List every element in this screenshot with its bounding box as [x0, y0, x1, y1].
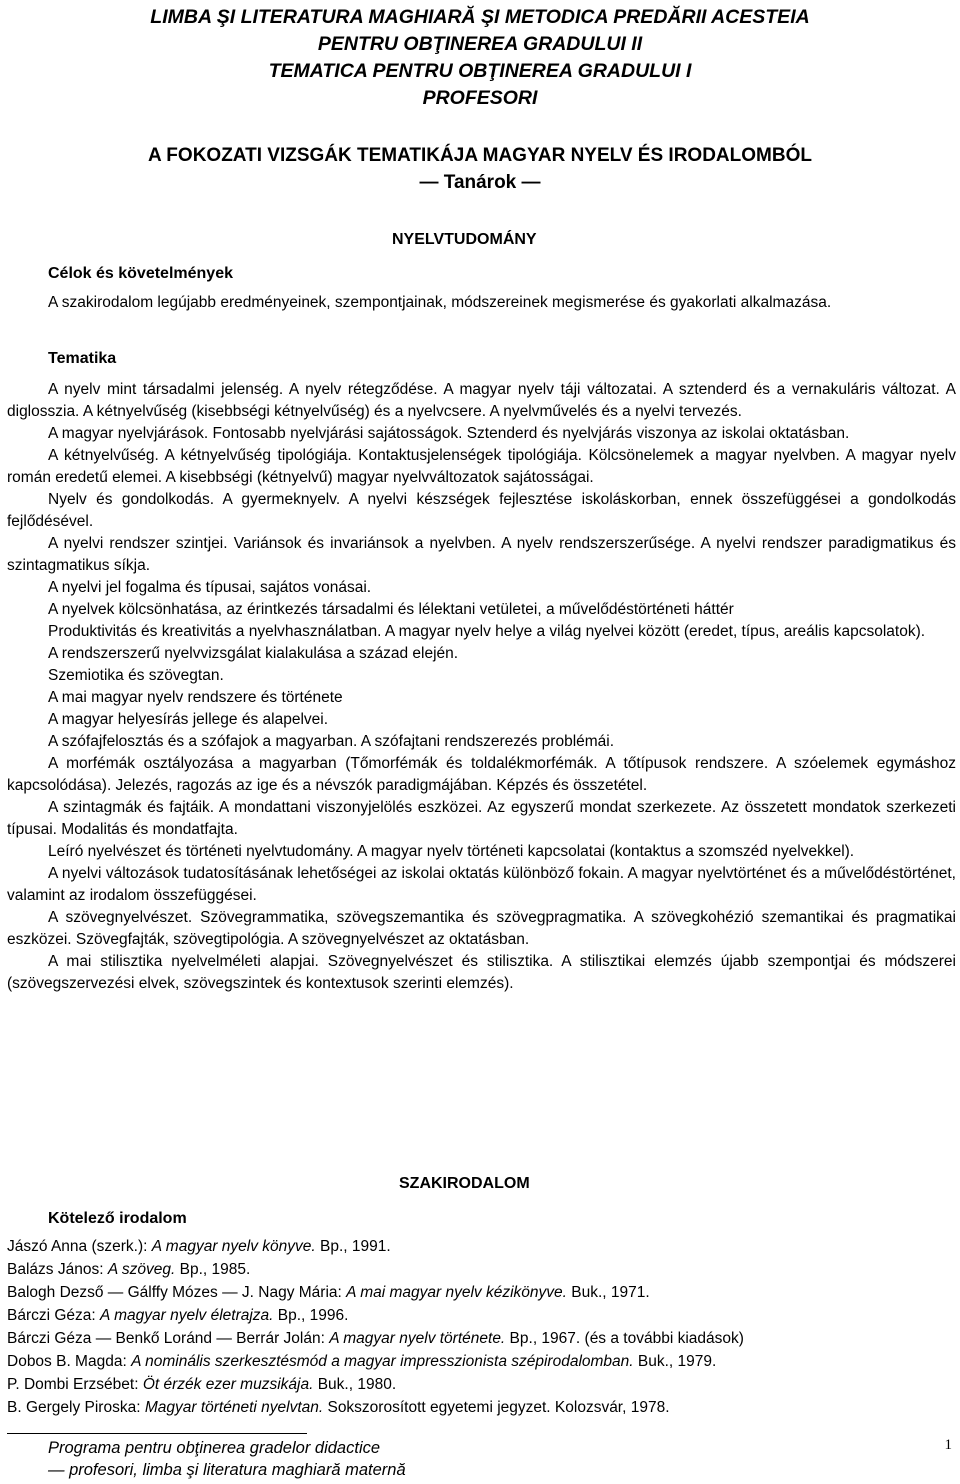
entry-author: Bárczi Géza: — [7, 1307, 101, 1324]
subtitle-line-2: — Tanárok — — [419, 172, 541, 193]
entry-publication: Sokszorosított egyetemi jegyzet. Kolozsvár, 1978. — [323, 1399, 670, 1416]
entry-author: Balogh Dezső — Gálffy Mózes — J. Nagy Mária: — [7, 1284, 347, 1301]
document-footer — [48, 1437, 406, 1481]
entry-author: Bárczi Géza — Benkő Loránd — Berrár Jolán: — [7, 1330, 330, 1347]
bibliography-list — [7, 1235, 956, 1419]
topic-paragraph: A mai stilisztika nyelvelméleti alapjai. Szövegnyelvészet és stilisztika. A stilisztikai elemzés újabb szempontjai és módszerei (szövegszervezési elvek, szövegszintek és kontextusok szerinti elemzés). — [7, 953, 956, 992]
topic-paragraph: A nyelvi változások tudatosításának lehetőségei az iskolai oktatás különböző fokain. A magyar nyelvtörténet és a művelődéstörténet, valamint az irodalom összefüggései. — [7, 865, 956, 904]
entry-title: A magyar nyelv története. — [329, 1330, 506, 1347]
goals-heading: Célok és követelmények — [48, 265, 233, 282]
topic-paragraph: Leíró nyelvészet és történeti nyelvtudomány. A magyar nyelv történeti kapcsolatai (kontaktus a szomszéd nyelvekkel). — [48, 843, 855, 860]
entry-publication: Buk., 1971. — [566, 1284, 650, 1301]
bibliography-entry — [7, 1373, 956, 1396]
bibliography-entry — [7, 1304, 956, 1327]
subtitle-line-1: A FOKOZATI VIZSGÁK TEMATIKÁJA MAGYAR NYELV ÉS IRODALOMBÓL — [148, 145, 812, 166]
entry-title: Öt érzék ezer muzsikája. — [142, 1376, 314, 1393]
goals-block — [7, 292, 956, 314]
entry-author: Dobos B. Magda: — [7, 1353, 132, 1370]
document-header — [0, 4, 960, 112]
bibliography-entry — [7, 1327, 956, 1350]
topic-paragraph: A szövegnyelvészet. Szövegrammatika, szövegszemantika és szövegpragmatika. A szövegkohézió szemantikai és pragmatikai eszközei. Szövegfajták, szövegtipológia. A szövegnyelvészet az oktatásban. — [7, 909, 956, 948]
header-line-2: PENTRU OBŢINEREA GRADULUI II — [317, 33, 643, 55]
entry-title: A magyar nyelv könyve. — [151, 1238, 316, 1255]
entry-title: A nominális szerkesztésmód a magyar impresszionista szépirodalomban. — [131, 1353, 634, 1370]
entry-publication: Bp., 1991. — [315, 1238, 391, 1255]
required-reading-heading: Kötelező irodalom — [48, 1210, 187, 1227]
topics-list — [7, 379, 956, 995]
footer-line-2: — profesori, limba şi literatura maghiară maternă — [48, 1461, 406, 1479]
topic-paragraph: A nyelvi jel fogalma és típusai, sajátos vonásai. — [48, 579, 372, 596]
entry-title: Magyar történeti nyelvtan. — [144, 1399, 324, 1416]
topic-paragraph: A magyar nyelvjárások. Fontosabb nyelvjárási sajátosságok. Sztenderd és nyelvjárás viszonya az iskolai oktatásban. — [48, 425, 850, 442]
topic-paragraph: A mai magyar nyelv rendszere és története — [48, 689, 343, 706]
bibliography-title: SZAKIRODALOM — [399, 1175, 530, 1192]
goals-text: A szakirodalom legújabb eredményeinek, szempontjainak, módszereinek megismerése és gyakorlati alkalmazása. — [48, 294, 832, 311]
entry-title: A mai magyar nyelv kézikönyve. — [346, 1284, 567, 1301]
topic-paragraph: Szemiotika és szövegtan. — [48, 667, 224, 684]
header-line-3: TEMATICA PENTRU OBŢINEREA GRADULUI I — [268, 60, 692, 82]
bibliography-entry — [7, 1281, 956, 1304]
entry-title: A magyar nyelv életrajza. — [100, 1307, 274, 1324]
entry-publication: Buk., 1980. — [313, 1376, 397, 1393]
entry-author: Balázs János: — [7, 1261, 108, 1278]
footer-divider — [7, 1433, 307, 1434]
bibliography-entry — [7, 1235, 956, 1258]
topic-paragraph: A kétnyelvűség. A kétnyelvűség tipológiája. Kontaktusjelenségek tipológiája. Kölcsönelemek a magyar nyelvben. A magyar nyelv román eredetű elemei. A kisebbségi (kétnyelvű) magyar nyelvváltozatok sajátosságai. — [7, 447, 956, 486]
bibliography-entry — [7, 1350, 956, 1373]
bibliography-entry — [7, 1396, 956, 1419]
topic-paragraph: A morfémák osztályozása a magyarban (Tőmorfémák és toldalékmorfémák. A tőtípusok rendszere. A szóelemek egymáshoz kapcsolódása). Jelezés, ragozás az ige és a névszók paradigmájában. Képzés és összetétel. — [7, 755, 956, 794]
footer-line-1: Programa pentru obţinerea gradelor didactice — [48, 1439, 381, 1457]
entry-publication: Buk., 1979. — [633, 1353, 717, 1370]
topic-paragraph: A szófajfelosztás és a szófajok a magyarban. A szófajtani rendszerezés problémái. — [48, 733, 615, 750]
topic-paragraph: Nyelv és gondolkodás. A gyermeknyelv. A nyelvi készségek fejlesztése iskoláskorban, ennek összefüggései a gondolkodás fejlődésével. — [7, 491, 956, 530]
header-line-4: PROFESORI — [422, 87, 538, 109]
page-number: 1 — [944, 1437, 952, 1453]
entry-publication: Bp., 1996. — [273, 1307, 349, 1324]
topic-paragraph: A szintagmák és fajtáik. A mondattani viszonyjelölés eszközei. Az egyszerű mondat szerkezete. Az összetett mondatok szerkezeti típusai. Modalitás és mondatfajta. — [7, 799, 956, 838]
entry-author: B. Gergely Piroska: — [7, 1399, 145, 1416]
topic-paragraph: A nyelv mint társadalmi jelenség. A nyelv rétegződése. A magyar nyelv táji változatai. A sztenderd és a vernakuláris változat. A diglosszia. A kétnyelvűség (kisebbségi kétnyelvűség) és a nyelvcsere. A nyelvművelés és a nyelvi tervezés. — [7, 381, 956, 420]
bibliography-entry — [7, 1258, 956, 1281]
entry-publication: Bp., 1967. (és a további kiadások) — [505, 1330, 744, 1347]
entry-author: P. Dombi Erzsébet: — [7, 1376, 143, 1393]
section-title: NYELVTUDOMÁNY — [392, 231, 537, 248]
entry-publication: Bp., 1985. — [175, 1261, 251, 1278]
entry-author: Jászó Anna (szerk.): — [7, 1238, 152, 1255]
topic-paragraph: A magyar helyesírás jellege és alapelvei. — [48, 711, 329, 728]
topic-paragraph: A nyelvi rendszer szintjei. Variánsok és invariánsok a nyelvben. A nyelv rendszerszerűsége. A nyelvi rendszer paradigmatikus és szintagmatikus síkja. — [7, 535, 956, 574]
topics-heading: Tematika — [48, 350, 117, 367]
header-line-1: LIMBA ŞI LITERATURA MAGHIARĂ ŞI METODICA PREDĂRII ACESTEIA — [150, 6, 810, 28]
topic-paragraph: A rendszerszerű nyelvvizsgálat kialakulása a század elején. — [48, 645, 459, 662]
topic-paragraph: A nyelvek kölcsönhatása, az érintkezés társadalmi és lélektani vetületei, a művelődéstörténeti háttér — [48, 601, 734, 618]
entry-title: A szöveg. — [107, 1261, 176, 1278]
topic-paragraph: Produktivitás és kreativitás a nyelvhasználatban. A magyar nyelv helye a világ nyelvei között (eredet, típus, areális kapcsolatok). — [48, 623, 926, 640]
document-subtitle — [0, 142, 960, 196]
